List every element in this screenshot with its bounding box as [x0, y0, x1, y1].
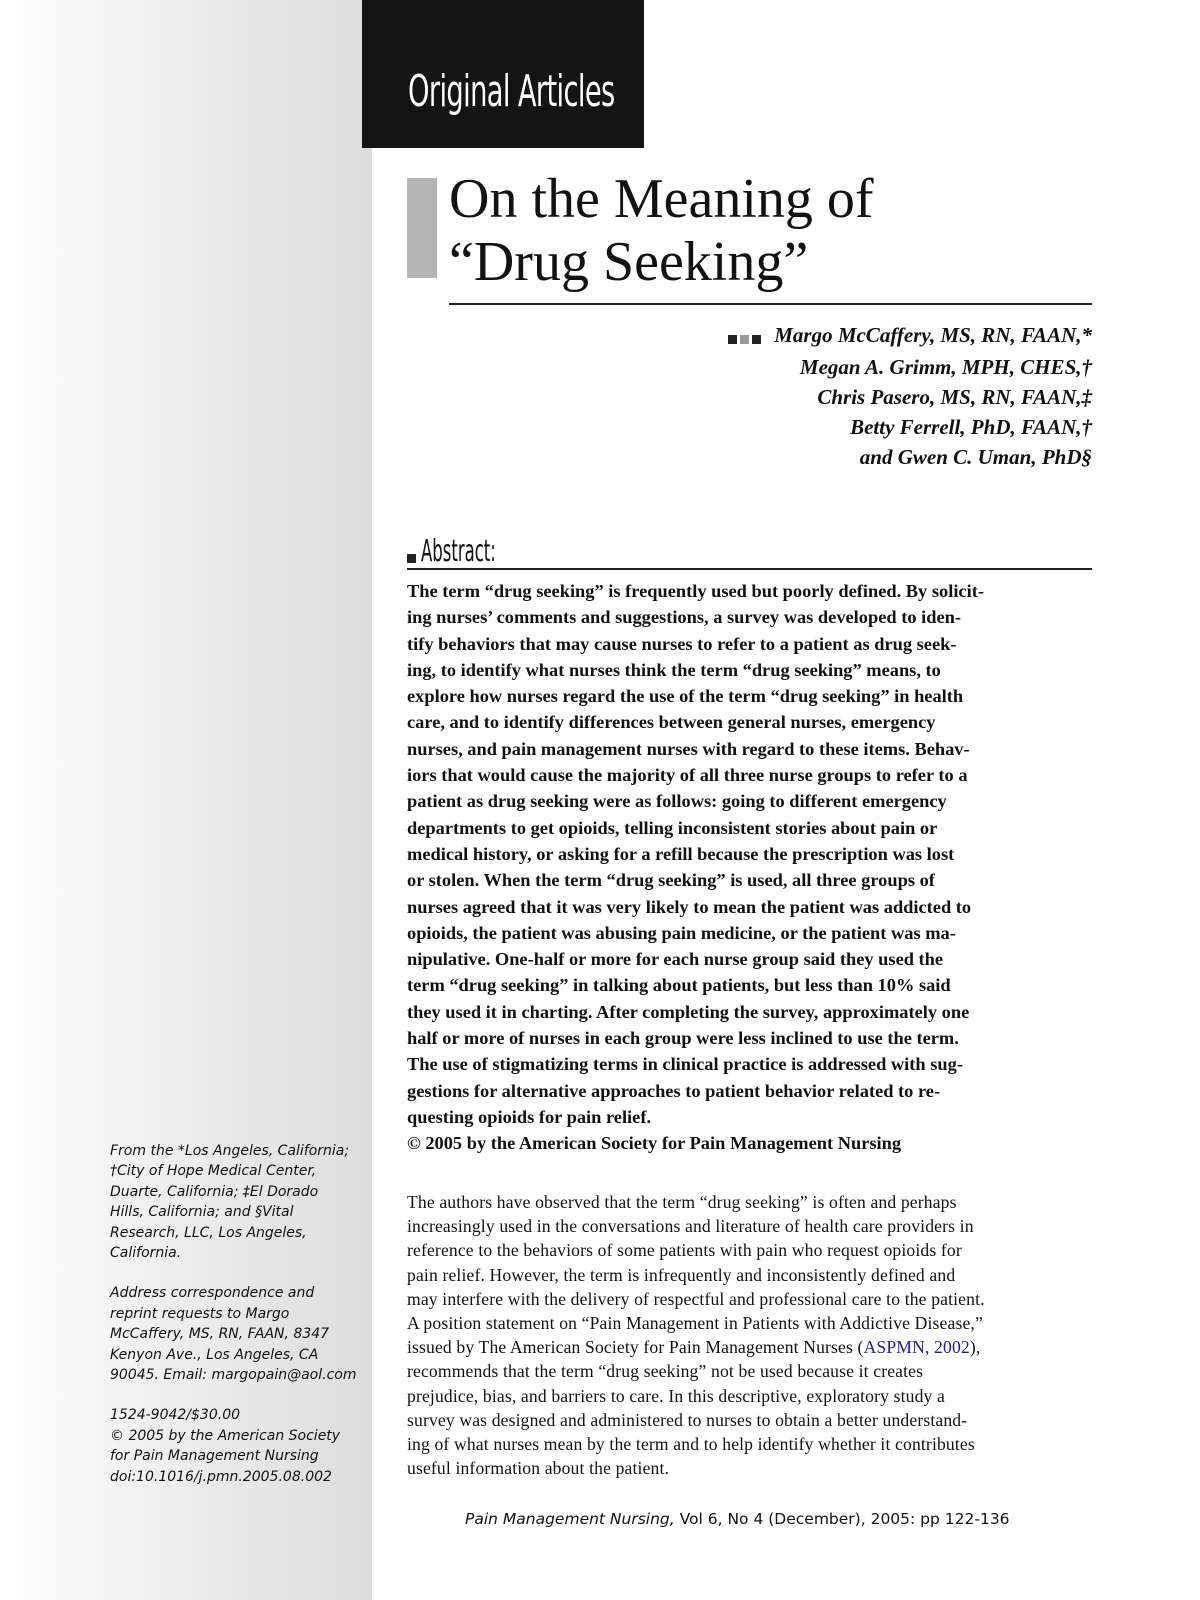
title-rule	[449, 303, 1092, 305]
abstract-line: nurses agreed that it was very likely to mean the patient was addicted to	[407, 896, 972, 917]
affiliation-note	[110, 1141, 370, 1263]
note-line: †City of Hope Medical Center,	[110, 1163, 317, 1180]
text-line: increasingly used in the conversations and literature of health care providers in	[407, 1216, 974, 1237]
abstract-label: Abstract:	[421, 534, 496, 569]
author-line: and Gwen C. Uman, PhD§	[859, 445, 1092, 470]
abstract-line: opioids, the patient was abusing pain medicine, or the patient was ma-	[407, 922, 956, 943]
citation-link[interactable]: ASPMN, 2002	[863, 1337, 970, 1358]
text-line: A position statement on “Pain Management in Patients with Addictive Disease,”	[407, 1313, 983, 1334]
title-line-2: “Drug Seeking”	[449, 231, 809, 293]
note-line: Hills, California; and §Vital	[110, 1204, 294, 1221]
square-bullet-icon	[407, 554, 416, 563]
abstract-line: patient as drug seeking were as follows: going to different emergency	[407, 791, 947, 812]
abstract-line: The use of stigmatizing terms in clinical practice is addressed with sug-	[407, 1054, 963, 1075]
abstract-line: nurses, and pain management nurses with regard to these items. Behav-	[407, 738, 970, 759]
abstract-line: half or more of nurses in each group were less inclined to use the term.	[407, 1028, 959, 1049]
note-line: McCaffery, MS, RN, FAAN, 8347	[110, 1326, 330, 1343]
abstract-line: care, and to identify differences between general nurses, emergency	[407, 712, 936, 733]
abstract-heading	[407, 532, 1092, 570]
note-line: Kenyon Ave., Los Angeles, CA	[110, 1346, 319, 1363]
author-line: Chris Pasero, MS, RN, FAAN,‡	[817, 385, 1092, 410]
abstract-line: iors that would cause the majority of all three nurse groups to refer to a	[407, 765, 968, 786]
text-line: issued by The American Society for Pain Management Nurses (ASPMN, 2002),	[407, 1337, 981, 1358]
publication-note	[110, 1405, 370, 1487]
abstract-line: or stolen. When the term “drug seeking” is used, all three groups of	[407, 870, 935, 891]
note-line: Research, LLC, Los Angeles,	[110, 1224, 307, 1241]
author-name: Margo McCaffery, MS, RN, FAAN,*	[774, 323, 1092, 347]
abstract-line: departments to get opioids, telling inconsistent stories about pain or	[407, 817, 938, 838]
sidebar-notes	[110, 1141, 370, 1487]
text-line: pain relief. However, the term is infrequently and inconsistently defined and	[407, 1264, 956, 1285]
journal-footer	[465, 1510, 1105, 1528]
journal-details: Vol 6, No 4 (December), 2005: pp 122-136	[674, 1510, 1010, 1528]
note-line: California.	[110, 1245, 182, 1262]
abstract-line: ing nurses’ comments and suggestions, a survey was developed to iden-	[407, 607, 961, 628]
note-line: reprint requests to Margo	[110, 1305, 290, 1322]
text-line: may interfere with the delivery of respectful and professional care to the patient.	[407, 1288, 985, 1309]
note-line: From the *Los Angeles, California;	[110, 1143, 350, 1159]
text-line: ing of what nurses mean by the term and to help identify whether it contributes	[407, 1434, 975, 1455]
note-line: 1524-9042/$30.00	[110, 1407, 241, 1424]
correspondence-note	[110, 1283, 370, 1385]
author-line: Megan A. Grimm, MPH, CHES,†	[799, 355, 1092, 380]
article-title	[449, 168, 1149, 294]
journal-name: Pain Management Nursing,	[465, 1510, 675, 1528]
author-line	[600, 320, 1092, 352]
abstract-line: term “drug seeking” in talking about patients, but less than 10% said	[407, 975, 951, 996]
section-banner	[362, 0, 644, 148]
abstract-text	[407, 578, 1092, 1157]
note-line: for Pain Management Nursing	[110, 1448, 319, 1465]
author-list	[600, 320, 1092, 472]
text-line: useful information about the patient.	[407, 1458, 670, 1479]
body-paragraph	[407, 1190, 1092, 1480]
text-line: reference to the behaviors of some patients with pain who request opioids for	[407, 1240, 962, 1261]
abstract-line: explore how nurses regard the use of the term “drug seeking” in health	[407, 686, 964, 707]
title-accent-bar	[407, 178, 437, 278]
note-line: © 2005 by the American Society	[110, 1427, 341, 1444]
abstract-line: questing opioids for pain relief.	[407, 1106, 652, 1127]
abstract-line: The term “drug seeking” is frequently used but poorly defined. By solicit-	[407, 581, 984, 601]
author-line: Betty Ferrell, PhD, FAAN,†	[850, 415, 1092, 440]
abstract-line: ing, to identify what nurses think the term “drug seeking” means, to	[407, 659, 941, 680]
note-line: Address correspondence and	[110, 1285, 315, 1302]
note-line: Duarte, California; ‡El Dorado	[110, 1183, 319, 1200]
abstract-line: © 2005 by the American Society for Pain Management Nursing	[407, 1133, 902, 1154]
abstract-line: medical history, or asking for a refill because the prescription was lost	[407, 843, 955, 864]
bullet-squares-icon	[728, 322, 764, 352]
abstract-line: gestions for alternative approaches to patient behavior related to re-	[407, 1080, 941, 1101]
text-line: survey was designed and administered to nurses to obtain a better understand-	[407, 1409, 968, 1430]
abstract-line: they used it in charting. After completing the survey, approximately one	[407, 1001, 970, 1022]
note-line: doi:10.1016/j.pmn.2005.08.002	[110, 1468, 332, 1485]
text-line: recommends that the term “drug seeking” not be used because it creates	[407, 1361, 924, 1382]
note-line: 90045. Email: margopain@aol.com	[110, 1367, 357, 1384]
section-label: Original Articles	[408, 66, 615, 117]
title-line-1: On the Meaning of	[449, 168, 874, 230]
text-line: prejudice, bias, and barriers to care. In this descriptive, exploratory study a	[407, 1385, 946, 1406]
abstract-line: tify behaviors that may cause nurses to refer to a patient as drug seek-	[407, 633, 957, 654]
abstract-line: nipulative. One-half or more for each nurse group said they used the	[407, 949, 944, 970]
text-line: The authors have observed that the term “drug seeking” is often and perhaps	[407, 1192, 957, 1212]
